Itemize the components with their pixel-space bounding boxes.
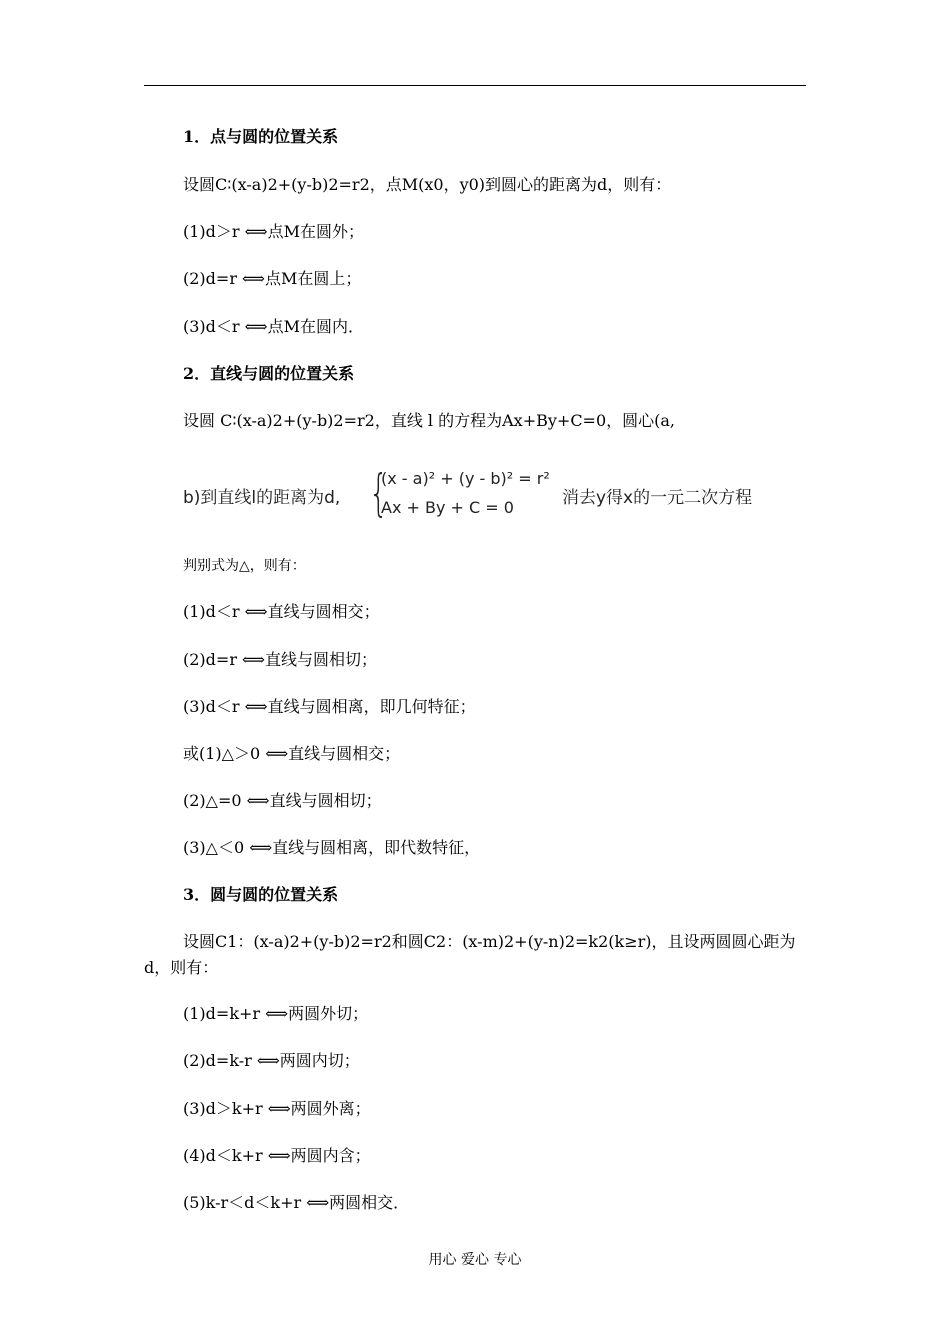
section-2-setup: 设圆 C∶(x-a)2+(y-b)2=r2，直线 l 的方程为Ax+By+C=0，圆心(a,	[183, 411, 676, 430]
section-1-setup: 设圆C∶(x-a)2+(y-b)2=r2，点M(x0，y0)到圆心的距离为d，则有：	[183, 175, 672, 194]
section-3-setup: 设圆C1：(x-a)2+(y-b)2=r2和圆C2：(x-m)2+(y-n)2=k2(k≥r)，且设两圆圆心距为d，则有：	[144, 932, 796, 977]
equation-circle: (x - a)² + (y - b)² = r²	[381, 469, 550, 488]
equation-lead-text: b)到直线l的距离为d,	[183, 488, 341, 508]
equation-line: Ax + By + C = 0	[381, 498, 514, 517]
left-brace: {	[369, 464, 389, 522]
section-1-item-1: (1)d＞r ⟺点M在圆外；	[183, 222, 364, 241]
section-3-item-2: (2)d=k-r ⟺两圆内切；	[183, 1051, 360, 1070]
section-1-item-3: (3)d＜r ⟺点M在圆内．	[183, 317, 364, 336]
section-1-item-2: (2)d=r ⟺点M在圆上；	[183, 269, 362, 288]
section-2-heading: 2．直线与圆的位置关系	[183, 364, 355, 383]
section-2-item-4: 或(1)△＞0 ⟺直线与圆相交；	[183, 744, 401, 763]
section-1-heading: 1．点与圆的位置关系	[183, 127, 339, 146]
section-2-item-2: (2)d=r ⟺直线与圆相切；	[183, 650, 377, 669]
section-3-item-5: (5)k-r＜d＜k+r ⟺两圆相交．	[183, 1193, 410, 1212]
section-3-item-1: (1)d=k+r ⟺两圆外切；	[183, 1004, 369, 1023]
header-rule	[144, 85, 806, 86]
section-3-item-3: (3)d＞k+r ⟺两圆外离；	[183, 1099, 371, 1118]
equation-system-row	[183, 466, 803, 526]
section-3-heading: 3．圆与圆的位置关系	[183, 885, 339, 904]
section-2-item-3: (3)d＜r ⟺直线与圆相离，即几何特征；	[183, 697, 476, 716]
discriminant-note: 判别式为△，则有：	[183, 558, 306, 574]
section-2-item-6: (3)△＜0 ⟺直线与圆相离，即代数特征，	[183, 838, 481, 857]
page-footer: 用心 爱心 专心	[428, 1252, 522, 1268]
section-2-item-5: (2)△=0 ⟺直线与圆相切；	[183, 791, 382, 810]
section-2-item-1: (1)d＜r ⟺直线与圆相交；	[183, 602, 380, 621]
section-3-item-4: (4)d＜k+r ⟺两圆内含；	[183, 1146, 371, 1165]
equation-tail-text: 消去y得x的一元二次方程	[562, 488, 753, 508]
